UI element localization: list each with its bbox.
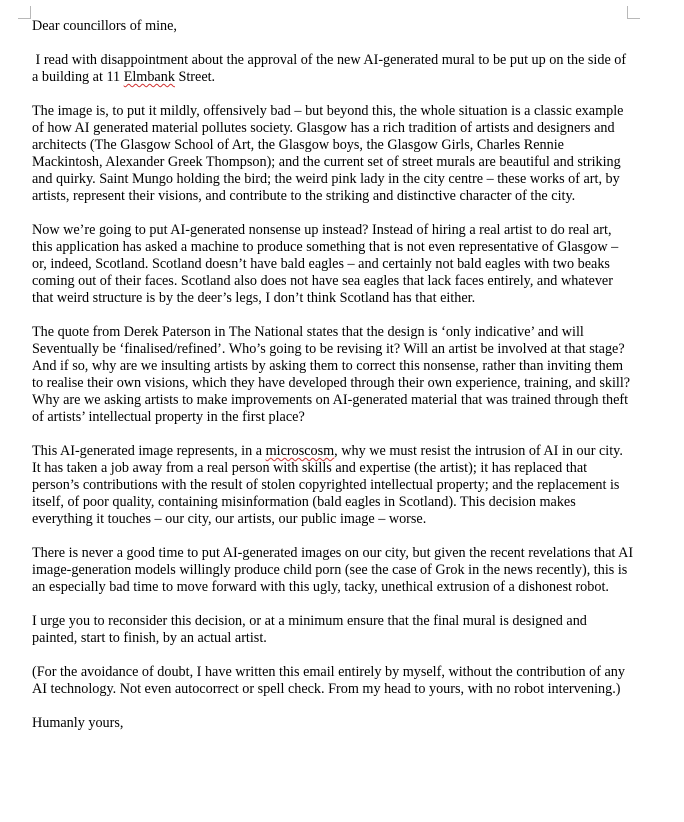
- paragraph-4[interactable]: The quote from Derek Paterson in The National states that the design is ‘only indicative’ and will Seventually be ‘finalised/refined’. Who’s going to be revising it? Will an artist be involved at that stage? And if so, why are we insulting artists by asking them to correct this nonsense, rather than inviting them to realise their own visions, which they have developed through their own experience, training, and skill? Why are we asking artists to make improvements on AI-generated material that was trained through theft of artists’ intellectual property in the first place?: [32, 324, 634, 425]
- paragraph-6[interactable]: There is never a good time to put AI-generated images on our city, but given the recent revelations that AI image-generation models willingly produce child porn (see the case of Grok in the news recently), this is an especially bad time to move forward with this ugly, tacky, unethical extrusion of a dishonest robot.: [32, 545, 637, 595]
- paragraph-5[interactable]: [32, 443, 634, 528]
- paragraph-5-text: This AI-generated image represents, in a: [32, 443, 266, 459]
- sign-off[interactable]: Humanly yours,: [32, 715, 124, 731]
- text-boundary-top-left-marker: [18, 6, 31, 19]
- paragraph-1-text-end: Street.: [174, 69, 216, 85]
- paragraph-5-text-end: , why we must resist the intrusion of AI in our city. It has taken a job away from a real person with skills and expertise (the artist); it has replaced that person’s contributions with the result of stolen copyrighted intellectual property; and the replacement is itself, of poor quality, containing misinformation (bald eagles in Scotland). This decision makes everything it touches – our city, our artists, our public image – worse.: [32, 443, 627, 527]
- paragraph-7[interactable]: I urge you to reconsider this decision, or at a minimum ensure that the final mural is designed and painted, start to finish, by an actual artist.: [32, 613, 591, 646]
- paragraph-1[interactable]: [32, 52, 634, 86]
- paragraph-3[interactable]: Now we’re going to put AI-generated nonsense up instead? Instead of hiring a real artist to do real art, this application has asked a machine to produce something that is not even representative of Glasgow – or, indeed, Scotland. Scotland doesn’t have bald eagles – and certainly not bald eagles with two beaks coming out of their faces. Scotland also does not have sea eagles that lack faces entirely, and whatever that weird structure is by the deer’s legs, I don’t think Scotland has that either.: [32, 222, 622, 306]
- document-body[interactable]: [32, 18, 637, 749]
- misspelled-word-elmbank[interactable]: Elmbank: [123, 69, 175, 85]
- salutation[interactable]: Dear councillors of mine,: [32, 18, 177, 34]
- paragraph-1-text: I read with disappointment about the approval of the new AI-generated mural to be put up on the side of a building at 11: [32, 52, 630, 85]
- misspelled-word-microscosm[interactable]: microscosm: [265, 443, 335, 459]
- paragraph-8[interactable]: (For the avoidance of doubt, I have written this email entirely by myself, without the contribution of any AI technology. Not even autocorrect or spell check. From my head to yours, with no robot intervening.): [32, 664, 628, 697]
- paragraph-2[interactable]: The image is, to put it mildly, offensively bad – but beyond this, the whole situation is a classic example of how AI generated material pollutes society. Glasgow has a rich tradition of artists and designers and architects (The Glasgow School of Art, the Glasgow boys, the Glasgow Girls, Charles Rennie Mackintosh, Alexander Greek Thompson); and the current set of street murals are beautiful and striking and quirky. Saint Mungo holding the bird; the weird pink lady in the city centre – these works of art, by artists, represent their visions, and contribute to the striking and distinctive character of the city.: [32, 103, 627, 204]
